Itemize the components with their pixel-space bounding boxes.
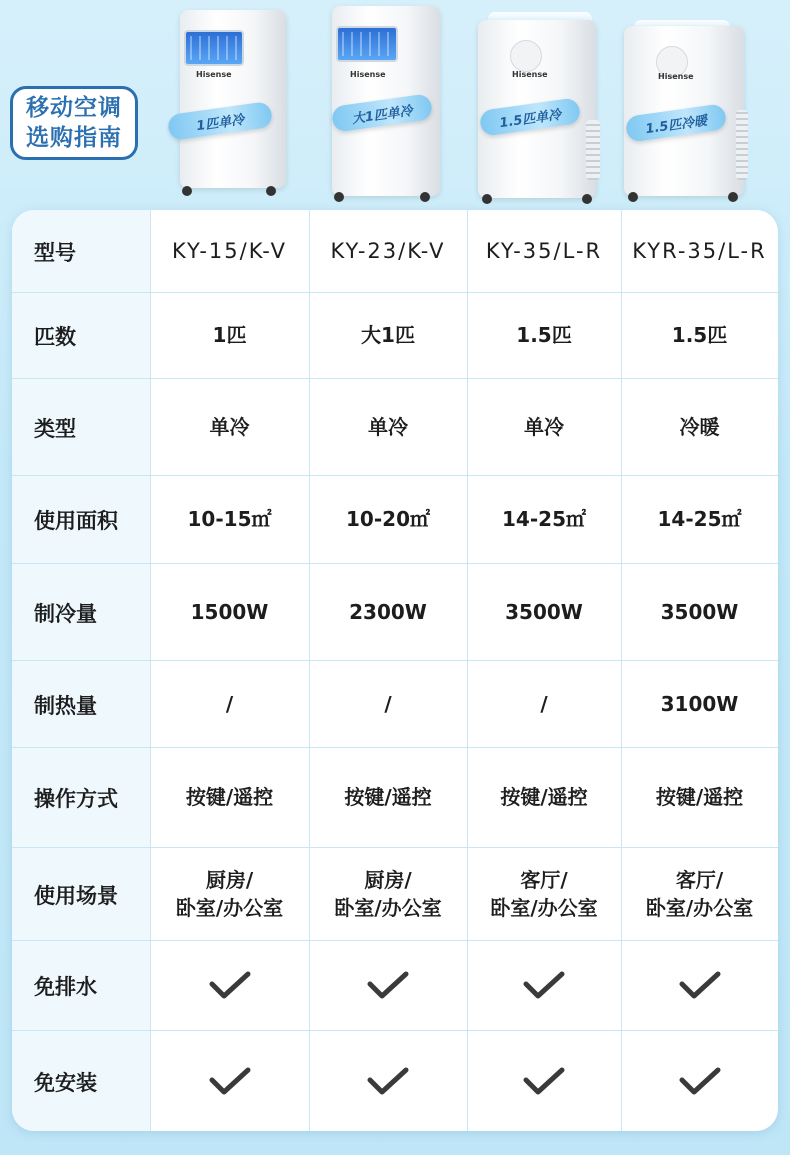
product-ribbon-1: 1匹单冷: [167, 101, 274, 141]
table-cell: KY-35/L-R: [485, 239, 603, 263]
table-cell: 14-25㎡: [502, 507, 586, 531]
table-cell: 2300W: [349, 599, 427, 624]
product-brand-4: Hisense: [658, 72, 694, 81]
table-cell: 3100W: [660, 691, 739, 716]
row-label: 使用场景: [34, 883, 118, 908]
check-icon: [208, 1066, 252, 1096]
row-divider: [12, 292, 778, 293]
row-label: 类型: [34, 416, 76, 441]
row-label: 制热量: [34, 693, 97, 718]
table-cell-line: 卧室/办公室: [175, 895, 284, 920]
row-divider: [12, 563, 778, 564]
check-icon: [366, 1066, 410, 1096]
check-icon: [208, 970, 252, 1000]
badge-line-1: 移动空调: [26, 95, 122, 121]
table-cell-line: 厨房/: [205, 867, 254, 892]
row-label: 匹数: [34, 325, 76, 349]
table-cell-line: 厨房/: [364, 867, 412, 892]
check-icon: [522, 1066, 566, 1096]
table-cell-line: 客厅/: [675, 867, 724, 892]
product-brand-3: Hisense: [512, 70, 548, 79]
table-cell-line: 客厅/: [520, 867, 568, 892]
table-cell: [309, 866, 467, 922]
check-icon: [678, 1066, 722, 1096]
table-cell: 大1匹: [361, 323, 415, 347]
row-label: 使用面积: [34, 509, 118, 533]
check-icon: [366, 970, 410, 1000]
table-cell-line: 卧室/办公室: [490, 895, 598, 920]
table-cell: 1.5匹: [516, 323, 572, 347]
table-cell: 14-25㎡: [657, 507, 742, 531]
row-divider: [12, 660, 778, 661]
table-cell: 按键/遥控: [655, 785, 744, 809]
table-cell: /: [225, 691, 234, 716]
table-cell: 10-20㎡: [346, 507, 430, 531]
row-divider: [12, 1030, 778, 1031]
row-label: 制冷量: [34, 601, 97, 626]
table-cell: 1500W: [190, 599, 269, 624]
table-cell: [150, 866, 309, 922]
check-icon: [678, 970, 722, 1000]
table-cell: 1匹: [212, 323, 247, 347]
table-cell: KY-15/K-V: [171, 239, 287, 263]
row-divider: [12, 940, 778, 941]
table-cell: 单冷: [368, 414, 408, 439]
row-label: 型号: [34, 241, 76, 265]
product-ribbon-4: 1.5匹冷暖: [625, 103, 728, 143]
table-cell: 按键/遥控: [344, 785, 432, 809]
product-ribbon-2: 大1匹单冷: [331, 93, 434, 133]
table-cell: 按键/遥控: [185, 785, 274, 809]
table-cell-line: 卧室/办公室: [645, 895, 754, 920]
table-cell: [467, 866, 621, 922]
row-label: 免安装: [34, 1070, 97, 1095]
table-cell: 3500W: [660, 599, 739, 624]
table-cell: 按键/遥控: [500, 785, 588, 809]
table-cell: 3500W: [505, 599, 583, 624]
table-cell: 1.5匹: [671, 323, 728, 347]
guide-badge: [10, 86, 138, 160]
table-cell: 冷暖: [679, 414, 720, 439]
table-cell: 单冷: [209, 414, 250, 439]
table-cell: KYR-35/L-R: [632, 239, 767, 263]
row-divider: [12, 747, 778, 748]
table-cell: [621, 866, 778, 922]
comparison-table: [12, 210, 778, 1131]
row-divider: [12, 378, 778, 379]
table-cell: /: [540, 691, 548, 716]
product-brand-1: Hisense: [196, 70, 232, 79]
table-cell: /: [384, 691, 392, 716]
product-brand-2: Hisense: [350, 70, 386, 79]
row-label: 免排水: [34, 975, 97, 999]
row-divider: [12, 847, 778, 848]
table-cell: KY-23/K-V: [330, 239, 446, 263]
table-cell: 单冷: [524, 414, 564, 439]
check-icon: [522, 970, 566, 1000]
row-divider: [12, 475, 778, 476]
product-ribbon-3: 1.5匹单冷: [479, 97, 582, 137]
table-cell: 10-15㎡: [187, 507, 272, 531]
badge-line-2: 选购指南: [26, 125, 122, 151]
table-cell-line: 卧室/办公室: [334, 895, 442, 920]
row-label: 操作方式: [34, 787, 118, 811]
